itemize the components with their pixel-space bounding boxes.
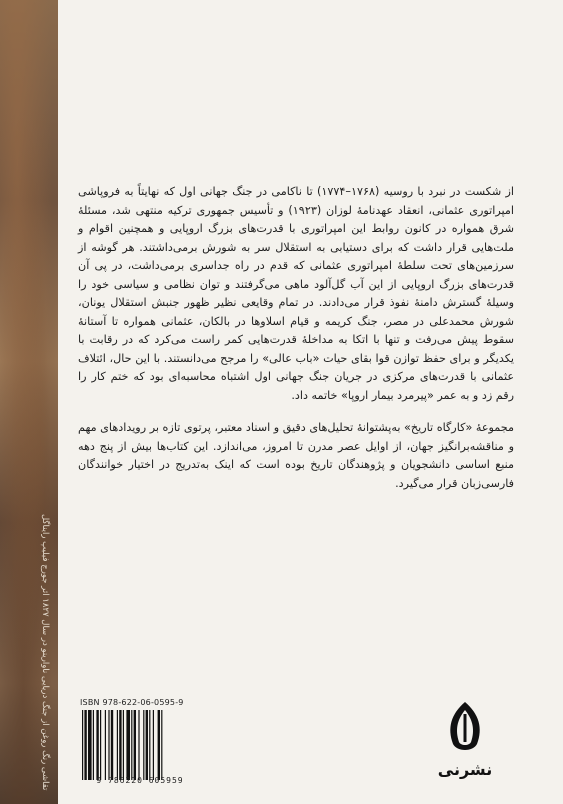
isbn-label: ISBN 978-622-06-0595-9 [80,698,184,707]
publisher-name: نشرنی [437,760,493,779]
barcode-digits: 9 786220 605959 [96,776,184,785]
spine-caption: تقاشی رنگ روغن از جنگ دریایی ناوارینو در سال ۱۸۲۷ اثر جورج فیلیپ رایناگل [40,513,50,790]
description-paragraph-1: از شکست در نبرد با روسیه (۱۷۶۸–۱۷۷۴) تا ناکامی در جنگ جهانی اول که نهایتاً به فروپاشی امپراتوری عثمانی، انعقاد عهدنامهٔ لوزان (۱۹۲۳) و تأسیس جمهوری ترکیه منتهی شد، مسئلهٔ شرق همواره در کانون روابط این امپراتوری با قدرت‌های بزرگ اروپایی و همچنین اقوام و ملت‌هایی قرار داشت که برای دستیابی به استقلال سر به شورش برمی‌داشتند. هر گوشه از سرزمین‌های تحت سلطهٔ امپراتوری عثمانی که قدم در راه جداسری برمی‌داشت، در پی آن قدرت‌های بزرگ اروپایی از این آب گل‌آلود ماهی می‌گرفتند و توان نظامی و سیاسی خود را وسیلهٔ گسترش دامنهٔ نفوذ قرار می‌دادند. در تمام وقایعی نظیر ظهور جنبش استقلال یونان، شورش محمدعلی در مصر، جنگ کریمه و قیام اسلاوها در بالکان، عثمانی همواره تا آستانهٔ سقوط پیش می‌رفت و تنها با اتکا به مداخلهٔ قدرت‌هایی کمر راست می‌کرد که در رقابت با یکدیگر و برای حفظ توازن قوا بقای حیات «باب عالی» را مرجح می‌دانستند. با این حال، ائتلاف عثمانی با قدرت‌های مرکزی در جریان جنگ جهانی اول اشتباه محاسبه‌ای بود که ختم کار را رقم زد و به عمر «پیرمرد بیمار اروپا» خاتمه داد. [78,185,515,402]
back-cover-description [78,183,514,507]
pen-nib-logo-icon [443,700,487,756]
description-paragraph-2: مجموعهٔ «کارگاه تاریخ» به‌پشتوانهٔ تحلیل‌های دقیق و اسناد معتبر، پرتوی تازه بر رویدادهای مهم و مناقشه‌برانگیز جهان، از اوایل عصر مدرن تا امروز، می‌اندازد. این کتاب‌ها بیش از پنج دهه منبع اساسی دانشجویان و پژوهندگان تاریخ بوده است که اینک به‌تدریج در اختیار خوانندگان فارسی‌زبان قرار می‌گیرد. [78,421,514,490]
barcode [80,710,200,780]
spine-artwork [0,0,58,804]
